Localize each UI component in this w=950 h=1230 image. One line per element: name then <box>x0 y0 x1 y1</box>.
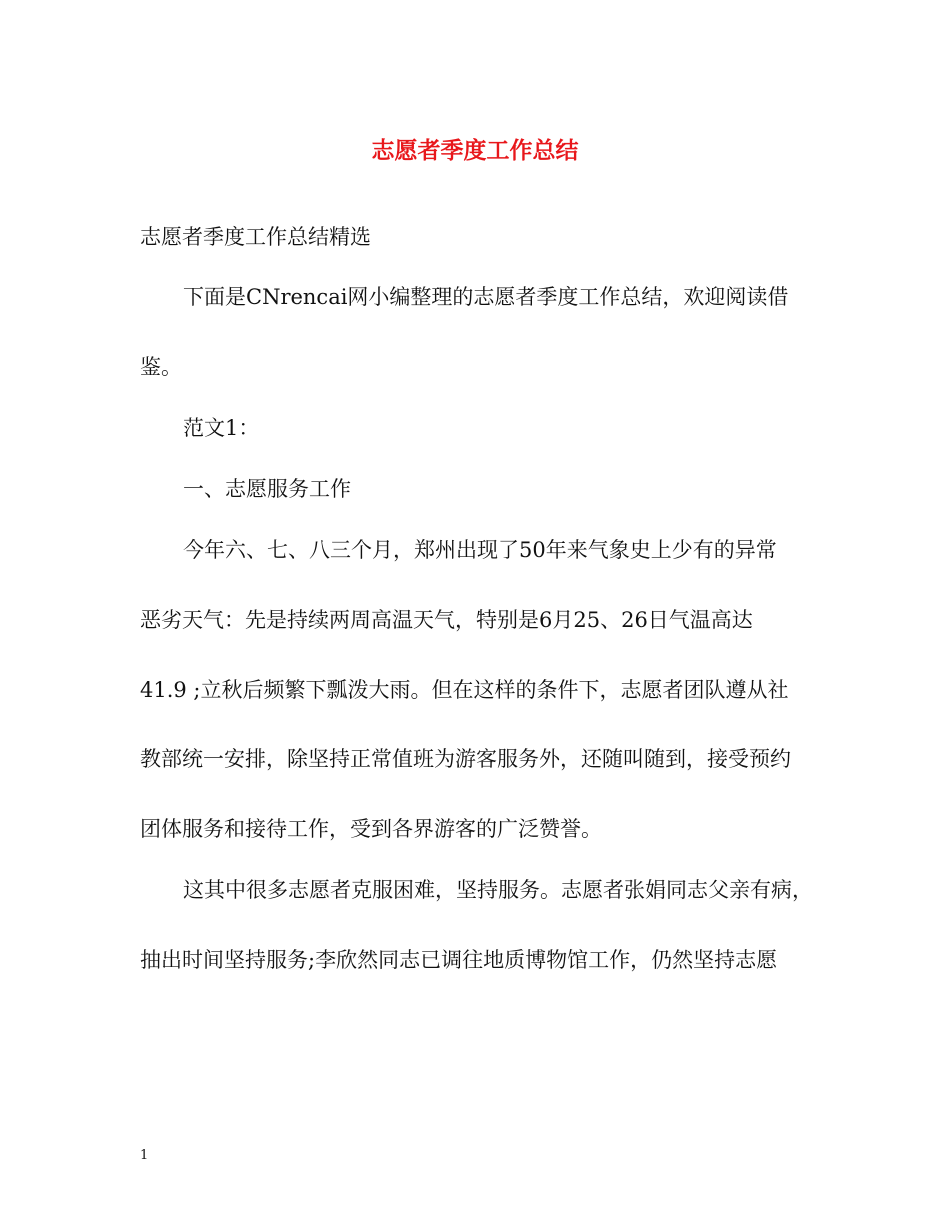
paragraph-line: 范文1： <box>183 416 260 440</box>
paragraph-line: 这其中很多志愿者克服困难，坚持服务。志愿者张娟同志父亲有病， <box>183 878 813 902</box>
paragraph-line: 教部统一安排，除坚持正常值班为游客服务外，还随叫随到，接受预约 <box>140 747 791 771</box>
paragraph-line: 下面是CNrencai网小编整理的志愿者季度工作总结，欢迎阅读借 <box>183 285 789 309</box>
document-title: 志愿者季度工作总结 <box>371 137 579 164</box>
paragraph-line: 团体服务和接待工作，受到各界游客的广泛赞誉。 <box>140 817 602 841</box>
paragraph-line: 今年六、七、八三个月，郑州出现了50年来气象史上少有的异常 <box>183 538 777 562</box>
paragraph-line: 抽出时间坚持服务;李欣然同志已调往地质博物馆工作，仍然坚持志愿 <box>140 948 778 972</box>
paragraph-line: 恶劣天气：先是持续两周高温天气，特别是6月25、26日气温高达 <box>140 608 753 632</box>
paragraph-line: 41.9 ;立秋后频繁下瓢泼大雨。但在这样的条件下，志愿者团队遵从社 <box>140 678 789 702</box>
section-heading: 一、志愿服务工作 <box>183 477 351 501</box>
subtitle-line: 志愿者季度工作总结精选 <box>140 225 371 249</box>
paragraph-line: 鉴。 <box>140 355 182 379</box>
page-number: 1 <box>140 1148 149 1163</box>
